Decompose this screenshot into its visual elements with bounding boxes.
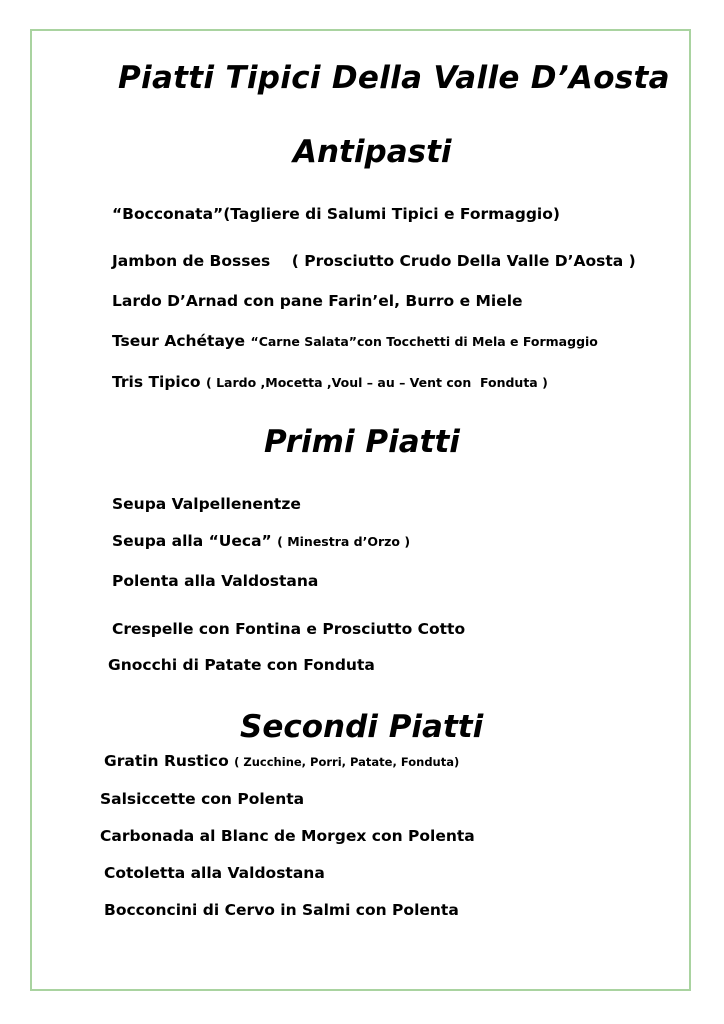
menu-item: Carbonada al Blanc de Morgex con Polenta	[100, 827, 475, 845]
menu-item: Polenta alla Valdostana	[112, 572, 319, 590]
menu-item: Salsiccette con Polenta	[100, 790, 305, 808]
dish-detail: ( Minestra d’Orzo )	[277, 534, 411, 549]
menu-title: Piatti Tipici Della Valle D’Aosta	[118, 60, 670, 96]
menu-item: Gnocchi di Patate con Fonduta	[108, 656, 375, 674]
dish-name: Seupa alla “Ueca”	[112, 532, 272, 550]
menu-item: “Bocconata”(Tagliere di Salumi Tipici e Formaggio)	[112, 205, 560, 223]
menu-item: Lardo D’Arnad con pane Farin’el, Burro e Miele	[112, 292, 523, 310]
section-heading-secondi: Secondi Piatti	[240, 709, 484, 745]
menu-item: Jambon de Bosses ( Prosciutto Crudo Della Valle D’Aosta )	[112, 252, 636, 270]
dish-name: Tseur Achétaye	[112, 332, 246, 350]
menu-item: Seupa Valpellenentze	[112, 495, 301, 513]
menu-item	[112, 532, 410, 550]
dish-detail: “Carne Salata”con Tocchetti di Mela e Formaggio	[250, 334, 598, 349]
menu-item	[112, 332, 598, 350]
menu-item	[112, 373, 548, 391]
menu-item	[104, 752, 459, 770]
dish-name: Gratin Rustico	[104, 752, 229, 770]
menu-item: Crespelle con Fontina e Prosciutto Cotto	[112, 620, 466, 638]
menu-item: Cotoletta alla Valdostana	[104, 864, 325, 882]
dish-detail: ( Lardo ,Mocetta ,Voul – au – Vent con Fonduta )	[206, 375, 548, 390]
section-heading-antipasti: Antipasti	[293, 134, 452, 170]
dish-name: Tris Tipico	[112, 373, 201, 391]
section-heading-primi: Primi Piatti	[264, 424, 460, 460]
menu-item: Bocconcini di Cervo in Salmi con Polenta	[104, 901, 459, 919]
dish-detail: ( Zucchine, Porri, Patate, Fonduta)	[234, 755, 460, 769]
